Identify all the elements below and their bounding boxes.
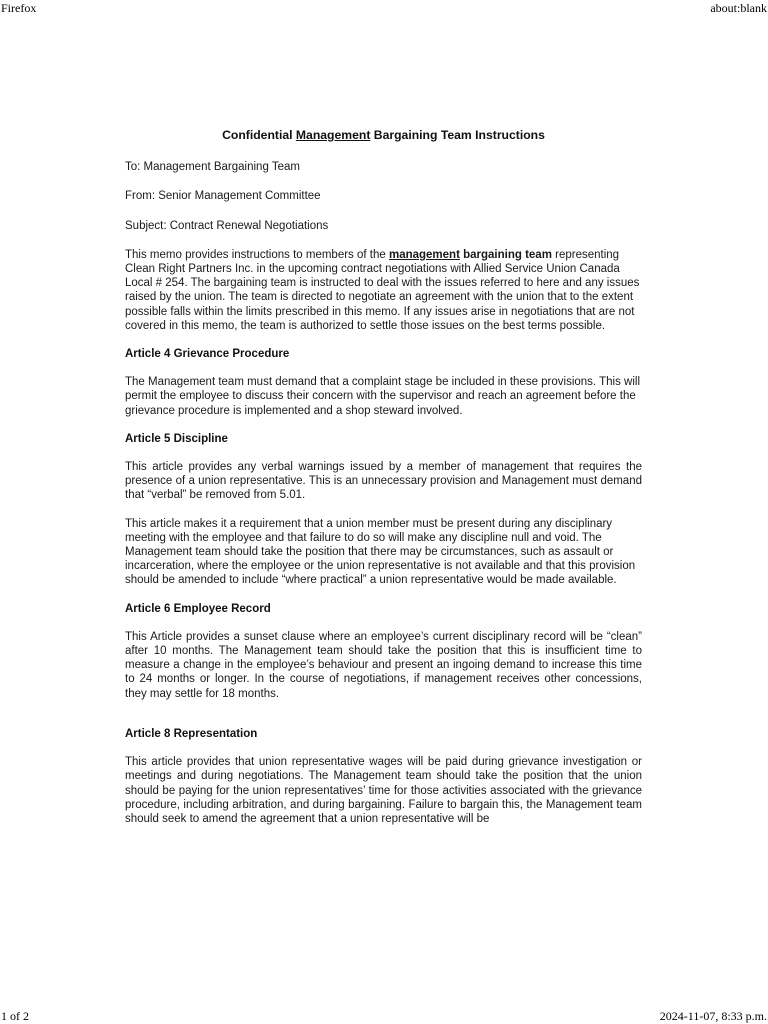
intro-post: representing Clean Right Partners Inc. in the upcoming contract negotiations with Allied Service Union Canada Local # 254. The bargaining team is instructed to deal with the issues referred to here and any issues raised by the union. The team is directed to negotiate an agreement with the union that to the extent possible falls within the limits prescribed in this memo. If any issues arise in negotiations that are not covered in this memo, the team is authorized to settle those issues on the best terms possible.: [125, 248, 640, 332]
print-header: [0, 0, 768, 16]
print-footer: [0, 1008, 768, 1024]
memo-document: [125, 128, 642, 840]
print-timestamp: 2024-11-07, 8:33 p.m.: [659, 1009, 767, 1023]
intro-pre: This memo provides instructions to members of the: [125, 248, 389, 261]
memo-subject: Subject: Contract Renewal Negotiations: [125, 219, 329, 232]
memo-title: [125, 128, 642, 142]
intro-keyword-bold: bargaining team: [459, 248, 552, 261]
browser-app-name: Firefox: [1, 1, 37, 15]
page-indicator: 1 of 2: [1, 1009, 29, 1023]
memo-from: From: Senior Management Committee: [125, 190, 321, 203]
page-url: about:blank: [710, 1, 767, 15]
section-paragraph: This article provides any verbal warnings issued by a member of management that requires the presence of a union representative. This is an unnecessary provision and Management must demand that “verbal” be removed from 5.01.: [125, 461, 642, 502]
memo-title-pre: Confidential: [222, 128, 296, 142]
memo-intro: [125, 248, 642, 333]
section-heading: Article 8 Representation: [125, 727, 258, 740]
section-paragraph: This article makes it a requirement that a union member must be present during any disciplinary meeting with the employee and that failure to do so will make any discipline null and void. The Management team should take the position that there may be circumstances, such as assault or incarceration, where the employee or the union representative is not available and that this provision should be amended to include “where practical” a union representative would be made available.: [125, 517, 636, 587]
section-heading: Article 6 Employee Record: [125, 602, 271, 615]
section-heading: Article 4 Grievance Procedure: [125, 348, 290, 361]
section-paragraph: This Article provides a sunset clause where an employee’s current disciplinary record will be “clean” after 10 months. The Management team should take the position that this is insufficient time to measure a change in the employee’s behaviour and present an ingoing demand to increase this time to 24 months or longer. In the course of negotiations, if management receives other concessions, they may settle for 18 months.: [125, 630, 642, 700]
section-heading: Article 5 Discipline: [125, 432, 228, 445]
memo-title-underlined: Management: [295, 128, 371, 142]
memo-title-post: Bargaining Team Instructions: [370, 128, 545, 142]
section-paragraph: The Management team must demand that a complaint stage be included in these provisions. This will permit the employee to discuss their concern with the supervisor and reach an agreement before the grievance procedure is implemented and a shop steward involved.: [125, 376, 641, 417]
memo-to: To: Management Bargaining Team: [125, 161, 300, 174]
section-paragraph: This article provides that union representative wages will be paid during grievance investigation or meetings and during negotiations. The Management team should take the position that the union should be paying for the union representatives’ time for those activities associated with the grievance procedure, including arbitration, and during bargaining. Failure to bargain this, the Management team should seek to amend the agreement that a union representative will be: [125, 756, 642, 825]
intro-keyword-underlined: management: [388, 248, 460, 261]
